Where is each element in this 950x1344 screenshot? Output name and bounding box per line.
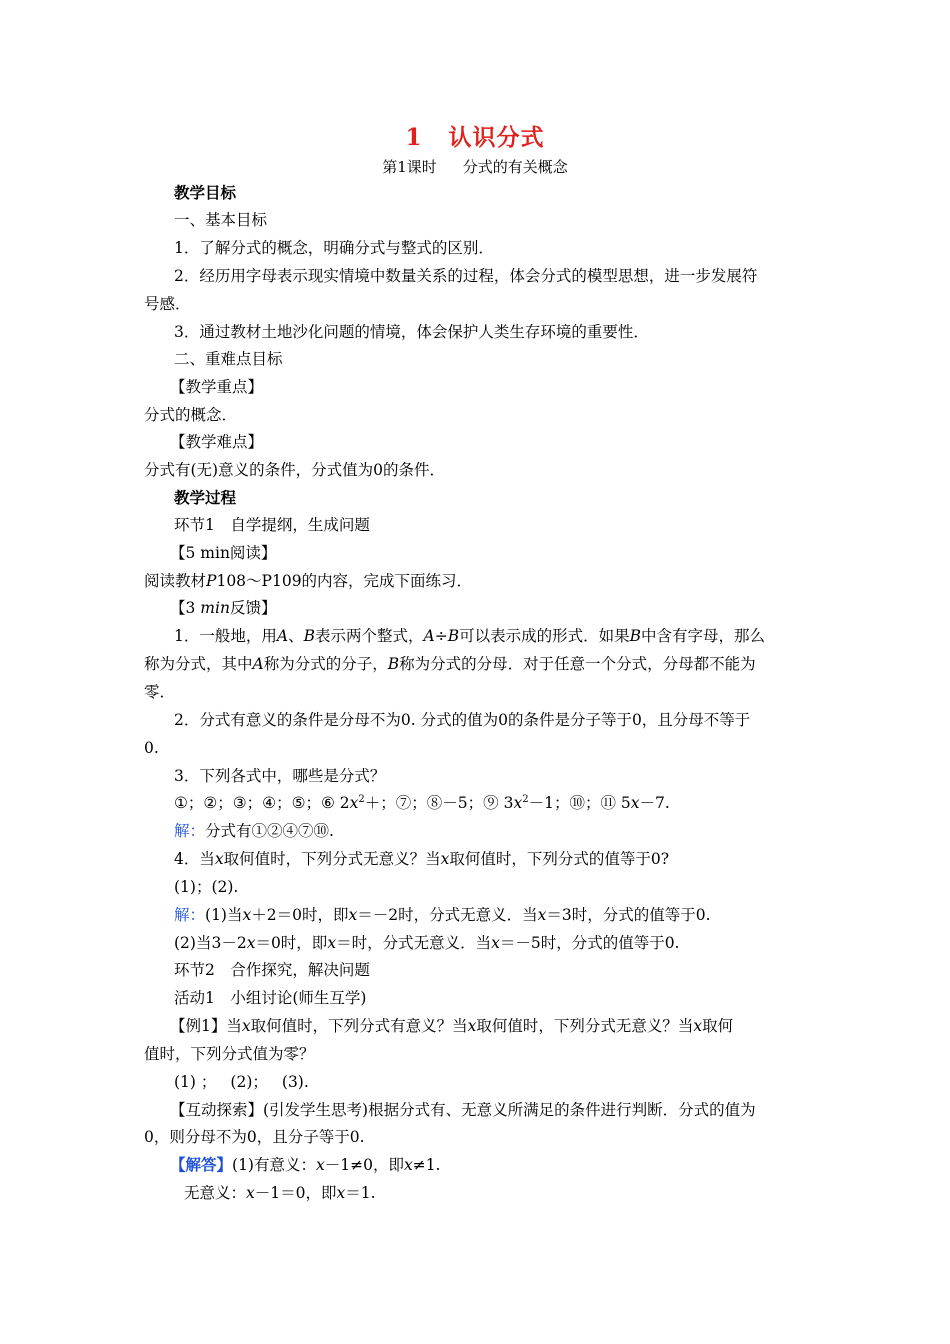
text-line: 2．分式有意义的条件是分母不为0. 分式的值为0的条件是分子等于0，且分母不等于 [174, 711, 751, 729]
text-line: (1)；(2). [174, 878, 239, 896]
title-text: 认识分式 [448, 124, 545, 151]
text-line: 号感． [144, 295, 191, 313]
text-line: 值时，下列分式值为零？ [144, 1045, 315, 1063]
text-line: 【例1】当x取何值时，下列分式有意义？当x取何值时，下列分式无意义？当x取何 [170, 1017, 734, 1035]
text-line: 0，则分母不为0，且分子等于0. [144, 1128, 365, 1146]
page-subtitle [0, 156, 950, 177]
text-line: 解：(1)当x＋2＝0时，即x＝－2时，分式无意义．当x＝3时，分式的值等于0. [174, 906, 711, 924]
text-line: 3．下列各式中，哪些是分式？ [174, 767, 386, 785]
text-line: 二、重难点目标 [174, 350, 283, 368]
text-line: ①；②；③；④；⑤；⑥ $2x^2+$；⑦；⑧－5；⑨ $3x^2-1$；⑩；⑪ 5x－7. [174, 793, 670, 812]
text-line: 称为分式，其中A称为分式的分子，B称为分式的分母．对于任意一个分式，分母都不能为 [144, 655, 756, 673]
section-heading-process: 教学过程 [174, 488, 237, 507]
text-line: 活动1 小组讨论(师生互学) [174, 989, 367, 1007]
text-line: (2)当3－2x＝0时，即x＝时，分式无意义．当x＝－5时，分式的值等于0. [174, 934, 680, 952]
title-number: 1 [405, 124, 423, 151]
text-line: 零． [144, 683, 176, 701]
page-title [0, 119, 950, 152]
text-line: 分式有(无)意义的条件，分式值为0的条件． [144, 461, 445, 479]
subtitle-lesson: 第1课时 [382, 158, 437, 176]
text-line: 3．通过教材土地沙化问题的情境，体会保护人类生存环境的重要性． [174, 323, 649, 341]
text-line: 【教学重点】 [170, 378, 264, 396]
text-line: 环节1 自学提纲，生成问题 [174, 516, 370, 534]
text-line: 1．了解分式的概念，明确分式与整式的区别． [174, 239, 494, 257]
text-line: 无意义：x－1＝0，即x＝1. [184, 1184, 376, 1202]
text-line: 【教学难点】 [170, 433, 264, 451]
text-line: 0. [144, 739, 159, 757]
subtitle-topic: 分式的有关概念 [462, 158, 568, 176]
text-line: 解：分式有①②④⑦⑩. [174, 822, 334, 840]
text-line: 1．一般地，用A、B表示两个整式，A÷B可以表示成的形式．如果B中含有字母，那么 [174, 627, 766, 645]
text-line: 【5 min阅读】 [170, 544, 277, 562]
text-line: 【互动探索】(引发学生思考)根据分式有、无意义所满足的条件进行判断．分式的值为 [170, 1101, 756, 1119]
text-line: 2．经历用字母表示现实情境中数量关系的过程，体会分式的模型思想，进一步发展符 [174, 267, 758, 285]
text-line: (1) ； (2)； (3). [174, 1073, 309, 1091]
text-line: 一、基本目标 [174, 211, 268, 229]
text-line: 分式的概念． [144, 406, 238, 424]
text-line: 4．当x取何值时，下列分式无意义？当x取何值时，下列分式的值等于0? [174, 850, 670, 868]
text-line: 【3 min反馈】 [170, 599, 277, 617]
text-line: 环节2 合作探究，解决问题 [174, 961, 370, 979]
text-line: 【解答】(1)有意义：x－1≠0，即x≠1. [170, 1155, 441, 1174]
text-line: 阅读教材P108～P109的内容，完成下面练习． [144, 572, 473, 590]
section-heading-goals: 教学目标 [174, 183, 237, 202]
